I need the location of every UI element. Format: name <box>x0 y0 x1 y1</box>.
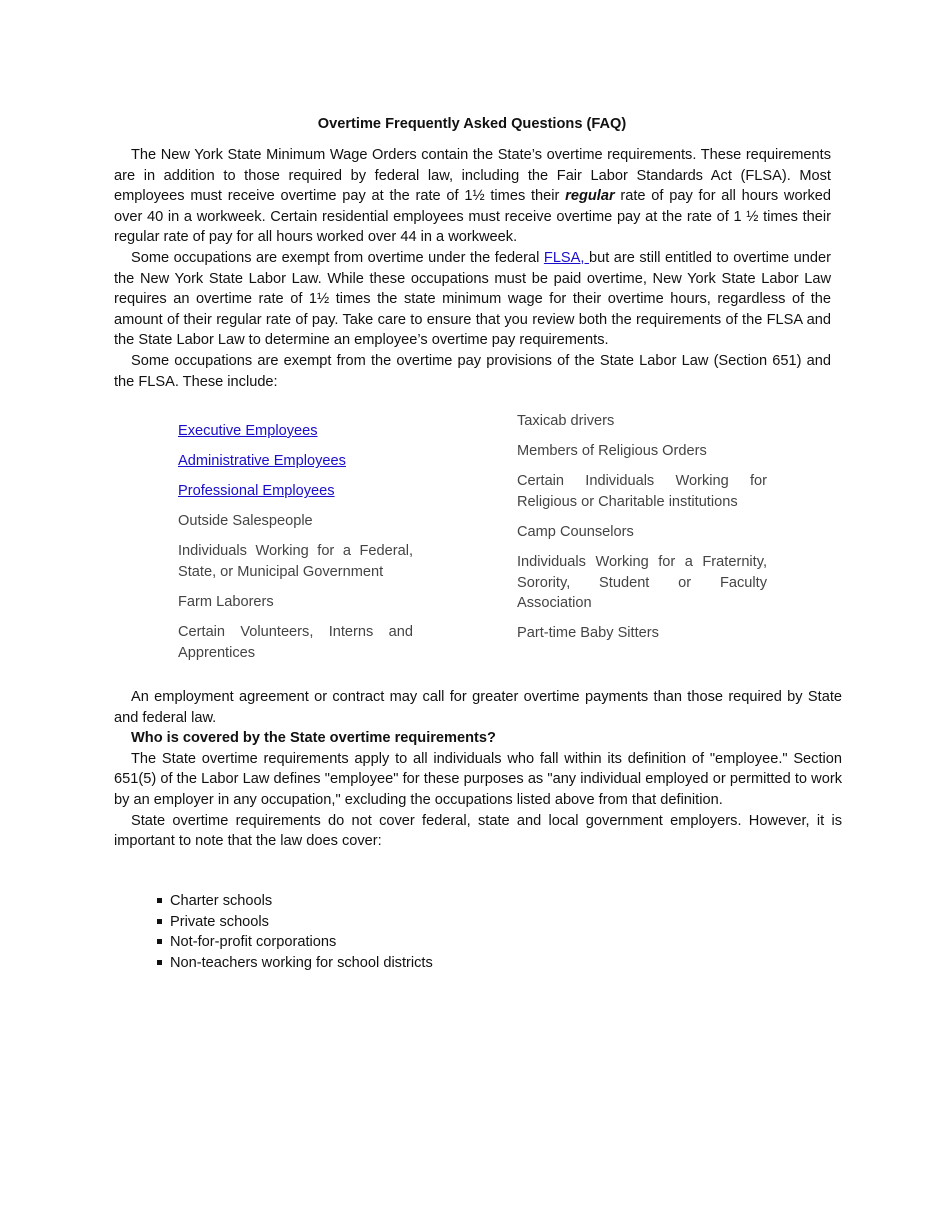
text: but are still entitled to overtime under the New York State Labor Law. While these occupations must be paid overtime, New York State Labor Law requires an overtime rate of 1½ times the state minimum wage for their overtime hours, regardless of the amount of their regular rate of pay. Take care to ensure that you review both the requirements of the FLSA and the State Labor Law to determine an employee’s overtime pay requirements. <box>114 249 831 349</box>
paragraph-3: Some occupations are exempt from the overtime pay provisions of the State Labor Law (Section 651) and the FLSA. These include: <box>114 352 831 390</box>
paragraph-4: An employment agreement or contract may call for greater overtime payments than those required by State and federal law. <box>114 689 842 726</box>
list-item: Members of Religious Orders <box>517 443 707 460</box>
professional-employees-link[interactable]: Professional Employees <box>178 483 335 500</box>
list-item: Private schools <box>154 912 433 933</box>
intro-section <box>114 145 831 392</box>
list-item: Certain Volunteers, Interns and Apprentices <box>178 624 413 661</box>
administrative-employees-link[interactable]: Administrative Employees <box>178 453 346 470</box>
text: rate of pay for all hours worked over 40 in a workweek. Certain residential employees must receive overtime pay at the rate of 1 ½ times their regular rate of pay for all hours worked over 44 in a workweek. <box>114 188 831 246</box>
paragraph-6: State overtime requirements do not cover federal, state and local government employers. However, it is important to note that the law does cover: <box>114 812 842 850</box>
page-title: Overtime Frequently Asked Questions (FAQ) <box>317 116 627 132</box>
list-item: Outside Salespeople <box>178 513 313 530</box>
paragraph-1 <box>114 145 831 248</box>
list-item: Individuals Working for a Fraternity, Sorority, Student or Faculty Association <box>517 553 767 612</box>
list-item: Individuals Working for a Federal, State, or Municipal Government <box>178 543 413 580</box>
list-item: Not-for-profit corporations <box>154 932 433 953</box>
list-item: Camp Counselors <box>517 523 634 540</box>
list-item: Farm Laborers <box>178 594 274 611</box>
exempt-list-right <box>517 411 767 653</box>
exempt-list-left <box>178 421 413 673</box>
paragraph-2 <box>114 248 831 351</box>
paragraph-5: The State overtime requirements apply to all individuals who fall within its definition of "employee." Section 651(5) of the Labor Law defines "employee" for these purposes as "any individual employed or permitted to work by an employer in any occupation," excluding the occupations listed above from that definition. <box>114 750 842 808</box>
list-item: Non-teachers working for school districts <box>154 953 433 974</box>
emphasis-regular: regular <box>565 188 615 205</box>
list-item: Taxicab drivers <box>517 413 615 429</box>
text: The New York State Minimum Wage Orders contain the State’s overtime requirements. These requirements are in addition to those required by federal law, including the Fair Labor Standards Act (FLSA). Most employees must receive overtime pay at the rate of 1½ times their <box>114 147 831 205</box>
list-item: Part-time Baby Sitters <box>517 625 659 642</box>
executive-employees-link[interactable]: Executive Employees <box>178 423 318 439</box>
list-item: Certain Individuals Working for Religious or Charitable institutions <box>517 473 767 510</box>
list-item: Charter schools <box>154 891 433 912</box>
flsa-link[interactable]: FLSA, <box>543 249 589 266</box>
covered-list <box>154 891 433 973</box>
coverage-section <box>114 687 842 852</box>
section-heading: Who is covered by the State overtime requirements? <box>131 730 496 747</box>
text: Some occupations are exempt from overtime under the federal <box>131 249 544 266</box>
